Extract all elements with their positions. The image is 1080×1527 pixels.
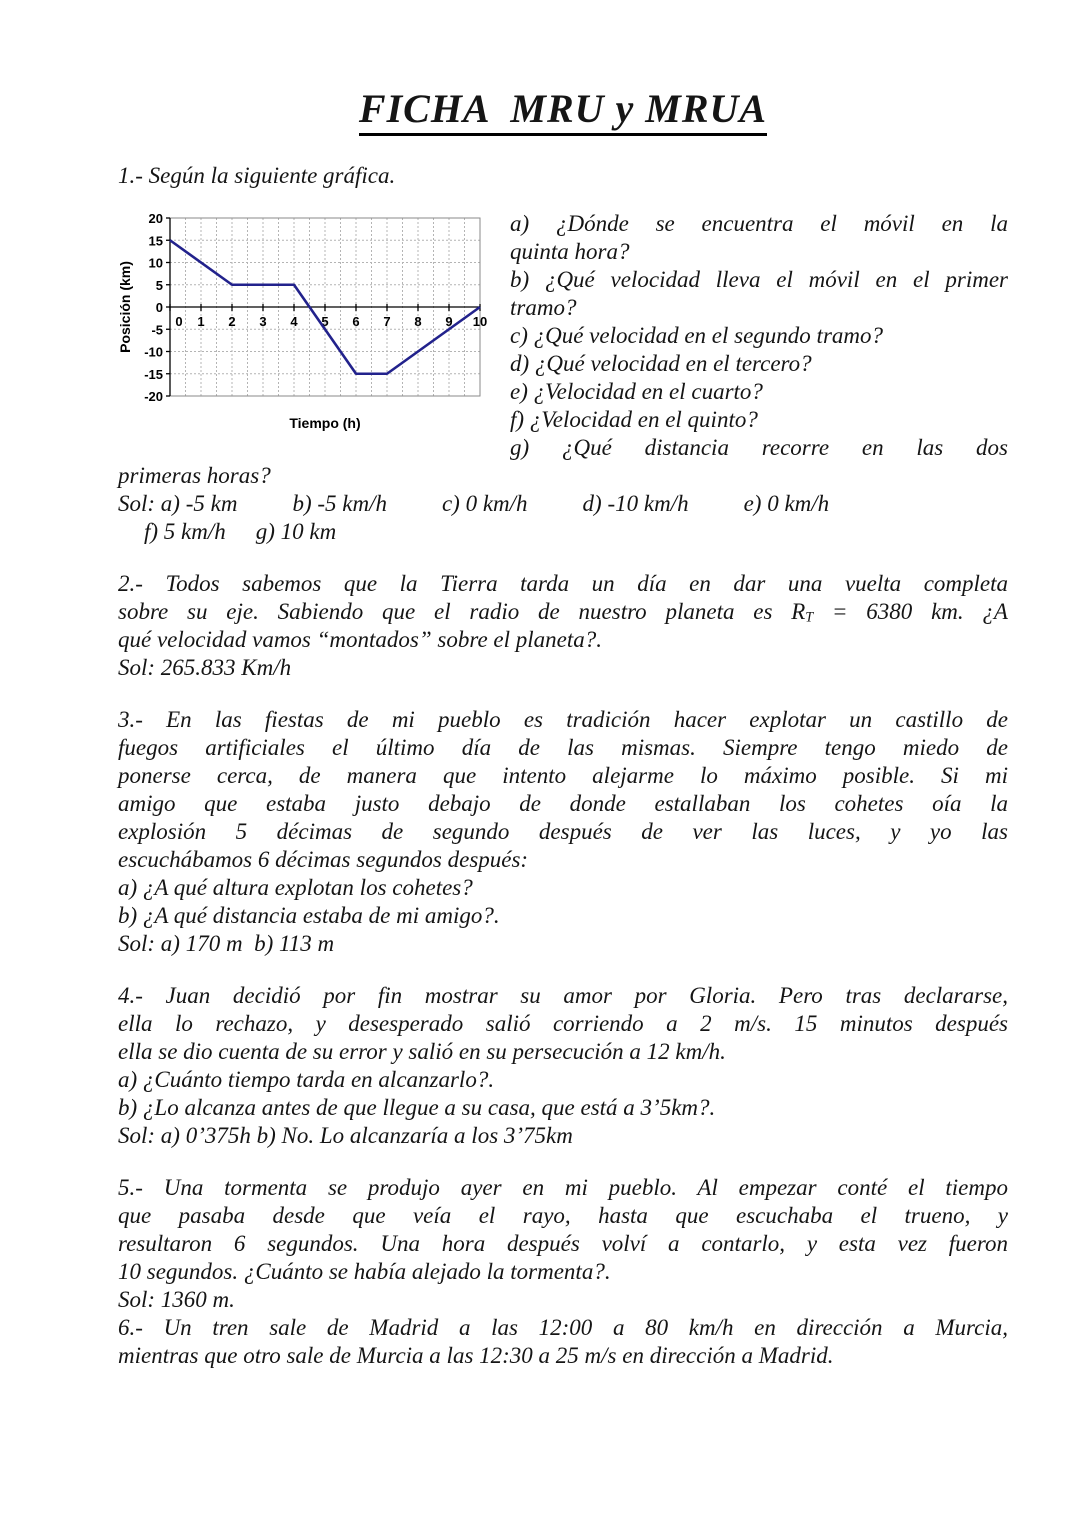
solution-item: d) -10 km/h [582,491,689,516]
position-time-chart [118,210,498,441]
problem1-row [118,210,1008,462]
problem2-line2 [118,598,1008,626]
svg-text:9: 9 [445,314,453,329]
problem5-line: 10 segundos. ¿Cuánto se había alejado la tormenta?. [118,1259,611,1284]
svg-text:7: 7 [383,314,391,329]
solution-item: e) 0 km/h [743,491,830,516]
problem4-question-b: b) ¿Lo alcanza antes de que llegue a su casa, que está a 3’5km?. [118,1095,716,1120]
question-a-line1: a) ¿Dónde se encuentra el móvil en la [510,211,1008,236]
svg-text:1: 1 [197,314,205,329]
svg-text:20: 20 [148,211,163,226]
problem6-line: mientras que otro sale de Murcia a las 12:30 a 25 m/s en dirección a Madrid. [118,1343,834,1368]
question-g-continuation: primeras horas? [118,463,271,488]
problem5-solution: Sol: 1360 m. [118,1287,235,1312]
svg-text:Posición (km): Posición (km) [118,261,133,353]
problem5-line: 5.- Una tormenta se produjo ayer en mi pueblo. Al empezar conté el tiempo [118,1175,1008,1200]
problem3-line: amigo que estaba justo debajo de donde estallaban los cohetes oía la [118,791,1008,816]
svg-text:10: 10 [472,314,488,329]
problem2-line2-post: = 6380 km. ¿A [813,599,1008,624]
svg-text:-10: -10 [144,344,163,360]
svg-text:15: 15 [148,233,163,249]
problem-3 [118,706,1008,958]
problem-6 [118,1314,1008,1370]
title-wrap [118,86,1008,136]
problem2-line1: 2.- Todos sabemos que la Tierra tarda un día en dar una vuelta completa [118,571,1008,596]
problem3-question-b: b) ¿A qué distancia estaba de mi amigo?. [118,903,500,928]
problem1-intro: 1.- Según la siguiente gráfica. [118,163,396,188]
solution-item: c) 0 km/h [441,491,528,516]
problem-5 [118,1174,1008,1314]
page-title: FICHA MRU y MRUA [359,86,767,136]
svg-text:2: 2 [228,314,236,329]
problem-2 [118,570,1008,682]
problem3-line: explosión 5 décimas de segundo después de ver las luces, y yo las [118,819,1008,844]
solution-item: g) 10 km [255,519,337,544]
problem3-solution: Sol: a) 170 m b) 113 m [118,931,335,956]
question-d: d) ¿Qué velocidad en el tercero? [510,351,812,376]
question-c: c) ¿Qué velocidad en el segundo tramo? [510,323,884,348]
svg-text:5: 5 [321,314,329,329]
question-a-line2: quinta hora? [510,239,630,264]
problem2-solution: Sol: 265.833 Km/h [118,655,292,680]
solution-item: Sol: a) -5 km [118,491,238,516]
problem1-questions [498,210,1008,462]
question-g-line1: g) ¿Qué distancia recorre en las dos [510,435,1008,460]
question-b-line1: b) ¿Qué velocidad lleva el móvil en el primer [510,267,1008,292]
svg-text:-20: -20 [144,389,163,404]
problem1-solution-line1 [118,490,1008,518]
problem1-solution-line2 [118,518,1008,546]
svg-text:5: 5 [155,277,163,293]
svg-text:6: 6 [352,314,360,329]
problem-4 [118,982,1008,1150]
svg-text:4: 4 [290,314,298,329]
radius-subscript: T [805,609,814,626]
problem4-question-a: a) ¿Cuánto tiempo tarda en alcanzarlo?. [118,1067,495,1092]
solution-item: b) -5 km/h [292,491,387,516]
problem3-line: 3.- En las fiestas de mi pueblo es tradición hacer explotar un castillo de [118,707,1008,732]
svg-text:-5: -5 [151,322,163,338]
problem2-line2-pre: sobre su eje. Sabiendo que el radio de nuestro planeta es R [118,599,806,624]
problem3-line: escuchábamos 6 décimas segundos después: [118,847,529,872]
problem3-question-a: a) ¿A qué altura explotan los cohetes? [118,875,473,900]
problem2-line3: qué velocidad vamos “montados” sobre el planeta?. [118,627,603,652]
svg-text:8: 8 [414,314,422,329]
chart-canvas [118,210,493,434]
problem4-line: ella lo rechazo, y desesperado salió corriendo a 2 m/s. 15 minutos después [118,1011,1008,1036]
svg-text:0: 0 [155,300,163,315]
svg-text:10: 10 [148,255,163,271]
problem5-line: que pasaba desde que veía el rayo, hasta que escuchaba el trueno, y [118,1203,1008,1228]
svg-text:-15: -15 [144,366,163,382]
svg-text:0: 0 [175,314,183,329]
solution-item: f) 5 km/h [144,519,226,544]
problem3-line: fuegos artificiales el último día de las mismas. Siempre tengo miedo de [118,735,1008,760]
svg-text:3: 3 [259,314,267,329]
svg-text:Tiempo (h): Tiempo (h) [289,415,361,431]
problem4-solution: Sol: a) 0’375h b) No. Lo alcanzaría a los 3’75km [118,1123,573,1148]
question-b-line2: tramo? [510,295,577,320]
question-f: f) ¿Velocidad en el quinto? [510,407,758,432]
question-e: e) ¿Velocidad en el cuarto? [510,379,763,404]
problem3-line: ponerse cerca, de manera que intento alejarme lo máximo posible. Si mi [118,763,1008,788]
problem4-line: 4.- Juan decidió por fin mostrar su amor por Gloria. Pero tras declararse, [118,983,1008,1008]
problem5-line: resultaron 6 segundos. Una hora después volví a contarlo, y esta vez fueron [118,1231,1008,1256]
problem6-line: 6.- Un tren sale de Madrid a las 12:00 a 80 km/h en dirección a Murcia, [118,1315,1008,1340]
problem4-line: ella se dio cuenta de su error y salió en su persecución a 12 km/h. [118,1039,726,1064]
